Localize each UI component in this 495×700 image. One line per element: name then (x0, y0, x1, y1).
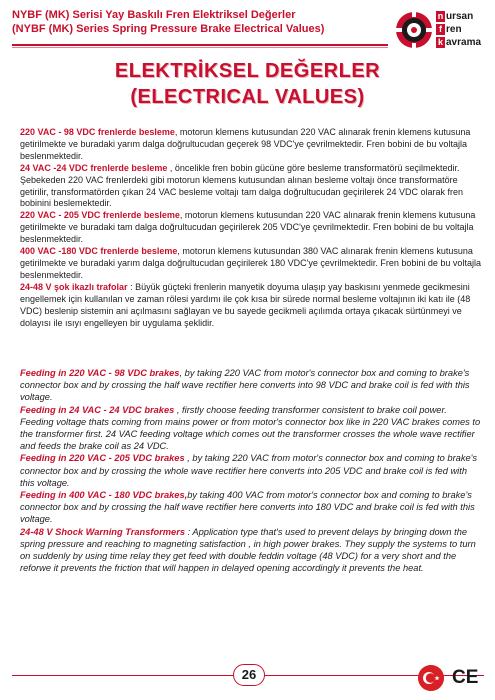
turkish-paragraph: 220 VAC - 205 VDC frenlerde besleme, motorun klemens kutusundan 220 VAC alınarak frenin klemens kutusuna getirilmekte ve buradaki tam dalga doğrultucudan geçirilerek 205 VDC'ye çevrilmektedir. Fren bobini de bu voltajla beslenmektedir. (20, 210, 476, 245)
english-paragraph: Feeding in 220 VAC - 98 VDC brakes, by taking 220 VAC from motor's connector box and coming to brake's connector box and by crossing the half wave rectifier here converts into 98 VDC and brake coil is fed with this voltage. (20, 368, 470, 403)
turkish-paragraph: 220 VAC - 98 VDC frenlerde besleme, motorun klemens kutusundan 220 VAC alınarak frenin klemens kutusuna getirilmekte ve buradaki yarım dalga doğrultucudan geçerek 98 VDC'ye çevrilmektedir. Fren bobini de bu voltajla beslenmektedir. (20, 127, 471, 161)
english-section (20, 367, 482, 574)
page-title (0, 58, 495, 110)
turkish-paragraph: 400 VAC -180 VDC frenlerde besleme, motorun klemens kutusundan 380 VAC alınarak frenin klemens kutusuna getirilmekte ve buradaki yarım dalga doğrultucudan geçirilerek 180 VDC'ye çevrilmektedir. Fren bobini de bu voltajla beslenmektedir. (20, 246, 481, 280)
english-paragraph: Feeding in 220 VAC - 205 VDC brakes , by taking 220 VAC from motor's connector box and coming to brake's connector box and by crossing the whole wave rectifier here converts into 205 VDC and brake coil is fed with this voltage. (20, 453, 478, 488)
page-number: 26 (233, 664, 265, 686)
logo-word-1: n ursan (437, 11, 474, 22)
header-title-line1: NYBF (MK) Serisi Yay Baskılı Fren Elektriksel Değerler (12, 9, 296, 21)
english-paragraph: 24-48 V Shock Warning Transformers : Application type that's used to prevent delays by bringing down the spring pressure and reaching to magneting satisfaction , in high power brakes. They supply the systems to turn on suddenly by using time relay they get feed with double feddin voltage (48 VDC) for a very short and the reforwe it prevents the friction that will happen in delayed opening accordingly it prevents the heat. (20, 526, 476, 574)
header-title-line2: (NYBF (MK) Series Spring Pressure Brake Electrical Values) (12, 23, 325, 35)
company-logo (394, 6, 486, 58)
brake-disc-logo-icon (394, 8, 434, 52)
header-title (12, 8, 392, 36)
header-rule (12, 44, 388, 46)
turkish-paragraph: 24 VAC -24 VDC frenlerde besleme , öncelikle fren bobin gücüne göre besleme transformatörü seçilmektedir. Şebekeden 220 VAC frenlerdeki gibi motorun klemens kutusundan alınan besleme voltajı önce transformatöre getirilir, transformatörden çıkan 24 VAC besleme voltajı tam dalga doğrultucudan geçirilerek 24 VDC olarak fren bobinini beslemektedir. (20, 162, 464, 209)
logo-wordmark (436, 10, 486, 49)
turkish-paragraph: 24-48 V şok ikazlı trafolar : Büyük güçteki frenlerin manyetik doyuma ulaşıp yay baskısını yenmede gecikmesini engellemek için kullanılan ve zaman rölesi yardımı ile çok kısa bir sürede normal besleme voltajının iki katı ile (48 VDC) beslenip sistemin ani açılmasını sağlayan ve bu sayede gecikmeli açılımda ortaya çıkacak sürtünmeyi ve dolayısı ile ısıyı engelleyen bir uygulama şeklidir. (20, 281, 471, 328)
logo-word-2: f ren (436, 23, 486, 36)
header-rule-thin (12, 47, 388, 48)
turkish-flag-icon (418, 665, 444, 691)
page-title-line2: (ELECTRICAL VALUES) (130, 86, 365, 108)
page-title-line1: ELEKTRİKSEL DEĞERLER (114, 60, 381, 82)
english-paragraph: Feeding in 400 VAC - 180 VDC brakes,by taking 400 VAC from motor's connector box and coming to brake's connector box and by crossing the half wave rectifier here converts into 180 VDC and brake coil is fed with this voltage. (20, 490, 475, 525)
turkish-section (20, 127, 482, 329)
ce-mark-icon: CE (452, 667, 479, 688)
logo-word-3: k avrama (437, 37, 482, 48)
english-paragraph: Feeding in 24 VAC - 24 VDC brakes , firstly choose feeding transformer consistent to brake coil power. Feeding voltage thats coming from mains power or from motor's connector box like in 220 VAC brakes comes to the transformer first. 24 VAC feeding voltage which comes out the transformer crosses the whole wave rectifier and feeds the brake coil as 24 VDC. (20, 404, 481, 452)
